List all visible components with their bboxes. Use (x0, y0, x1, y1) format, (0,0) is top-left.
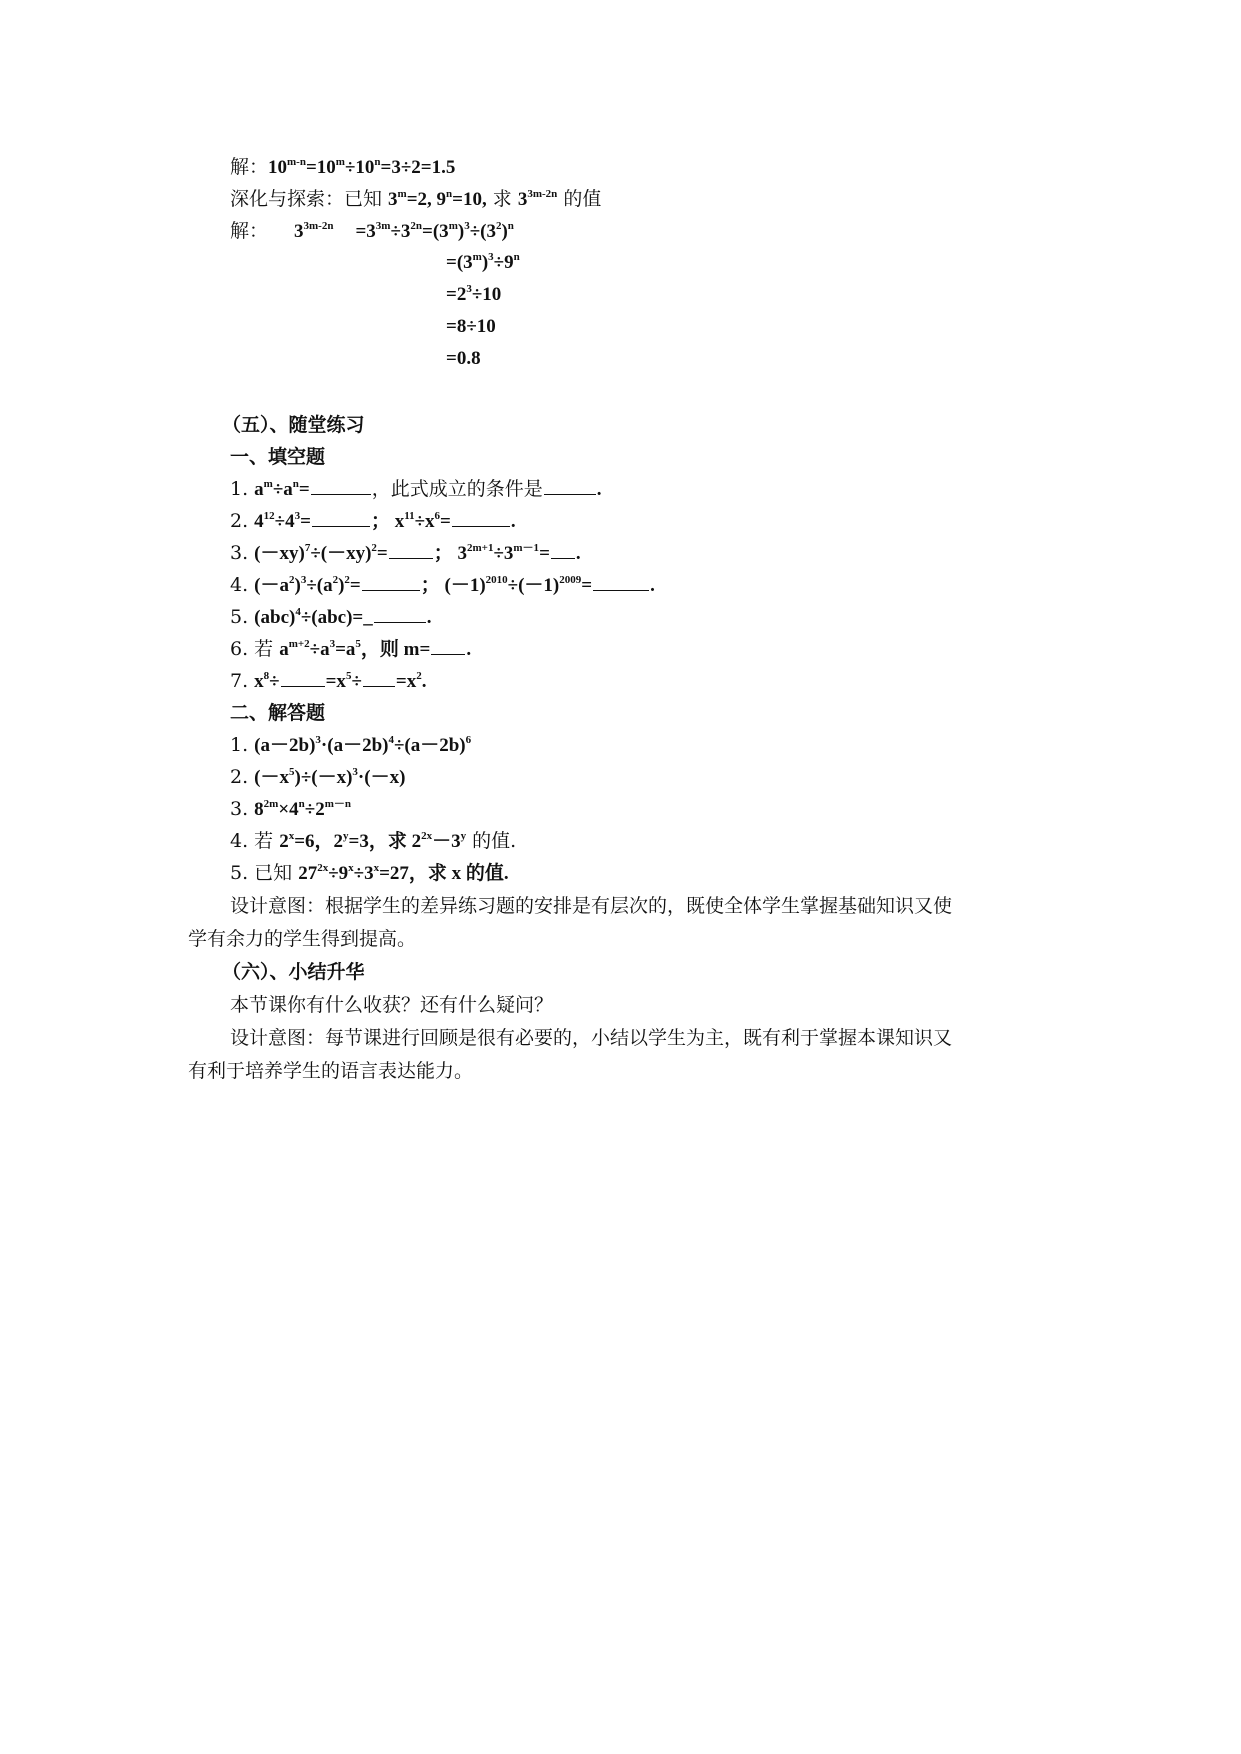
solution-line-1: 解：$10^{m-n}=10^m\div 10^n=3\div 2=1.5$ (230, 156, 456, 178)
solution-label: 解： (230, 156, 269, 178)
solution-step-5: =0.8 (446, 348, 481, 369)
fill-section-title: 一、填空题 (230, 446, 326, 468)
fill-question-6: 6. 若 $a^{m+2}\div a^3=a^5$，则 m= . (230, 638, 472, 660)
solution-step-2: $=(3^m)^3\div 9^n$ (446, 251, 520, 273)
design-intent-1-line-2: 学有余力的学生得到提高。 (188, 928, 417, 950)
design-intent-2-line-1: 设计意图：每节课进行回顾是很有必要的，小结以学生为主，既有利于掌握本课知识又 (230, 1027, 953, 1049)
solution-line-2: 解： $3^{3m-2n} =3^{3m}\div 3^{2n}=(3^m)^3\div(3^2)^n$ (230, 220, 514, 242)
answer-blank (389, 557, 433, 559)
answer-blank (544, 493, 596, 495)
answer-section-title: 二、解答题 (230, 702, 326, 724)
answer-blank (312, 525, 370, 527)
fill-question-2: 2. $4^{12}\div 4^3=$ ； $x^{11}\div x^6=$ . (230, 510, 516, 532)
summary-question: 本节课你有什么收获？还有什么疑问？ (230, 994, 554, 1016)
answer-blank (452, 525, 510, 527)
design-intent-1-line-1: 设计意图：根据学生的差异练习题的安排是有层次的，既使全体学生掌握基础知识又使 (230, 895, 953, 917)
answer-blank (311, 493, 371, 495)
solution-step-3: $=2^3\div 10$ (446, 283, 502, 305)
answer-blank (551, 557, 575, 559)
answer-question-5: 5. 已知 $27^{2x}\div 9^x\div 3^x=27$，求 x 的值. (230, 862, 509, 884)
fill-question-3: 3. $(-xy)^7\div(-xy)^2=$ ； $3^{2m+1}\div 3^{m-1}=$ . (230, 542, 581, 564)
design-intent-2-line-2: 有利于培养学生的语言表达能力。 (188, 1060, 474, 1082)
answer-blank (281, 685, 325, 687)
fill-question-4: 4. $(-a^2)^3\div(a^2)^2=$ ； $(-1)^{2010}\div(-1)^{2009}=$ . (230, 574, 655, 596)
answer-blank (362, 589, 420, 591)
solution-step-4: =8÷10 (446, 316, 496, 337)
fill-question-1: 1. $a^m\div a^n=$ ，此式成立的条件是 . (230, 478, 602, 500)
section-5-title: （五）、随堂练习 (222, 414, 365, 436)
explore-line: 深化与探索：已知 $3^m=2$, $9^n=10$, 求 $3^{3m-2n}$ 的值 (230, 188, 602, 210)
section-6-title: （六）、小结升华 (222, 961, 365, 983)
answer-blank (593, 589, 649, 591)
answer-blank (431, 653, 465, 655)
fill-question-5: 5. (abc)$^4$÷(abc)=_ . (230, 606, 432, 628)
answer-question-3: 3. $8^{2m}\times 4^n\div 2^{m-n}$ (230, 798, 352, 820)
answer-blank (374, 621, 426, 623)
fill-question-7: 7. $x^8\div =x^5\div =x^2$. (230, 670, 427, 692)
answer-blank (363, 685, 395, 687)
answer-question-4: 4. 若 $2^x=6$，$2^y=3$，求 $2^{2x}-3^y$ 的值. (230, 830, 517, 852)
answer-question-2: 2. $(-x^5)\div(-x)^3\cdot(-x)$ (230, 766, 406, 788)
answer-question-1: 1. $(a-2b)^3\cdot(a-2b)^4\div(a-2b)^6$ (230, 734, 472, 756)
